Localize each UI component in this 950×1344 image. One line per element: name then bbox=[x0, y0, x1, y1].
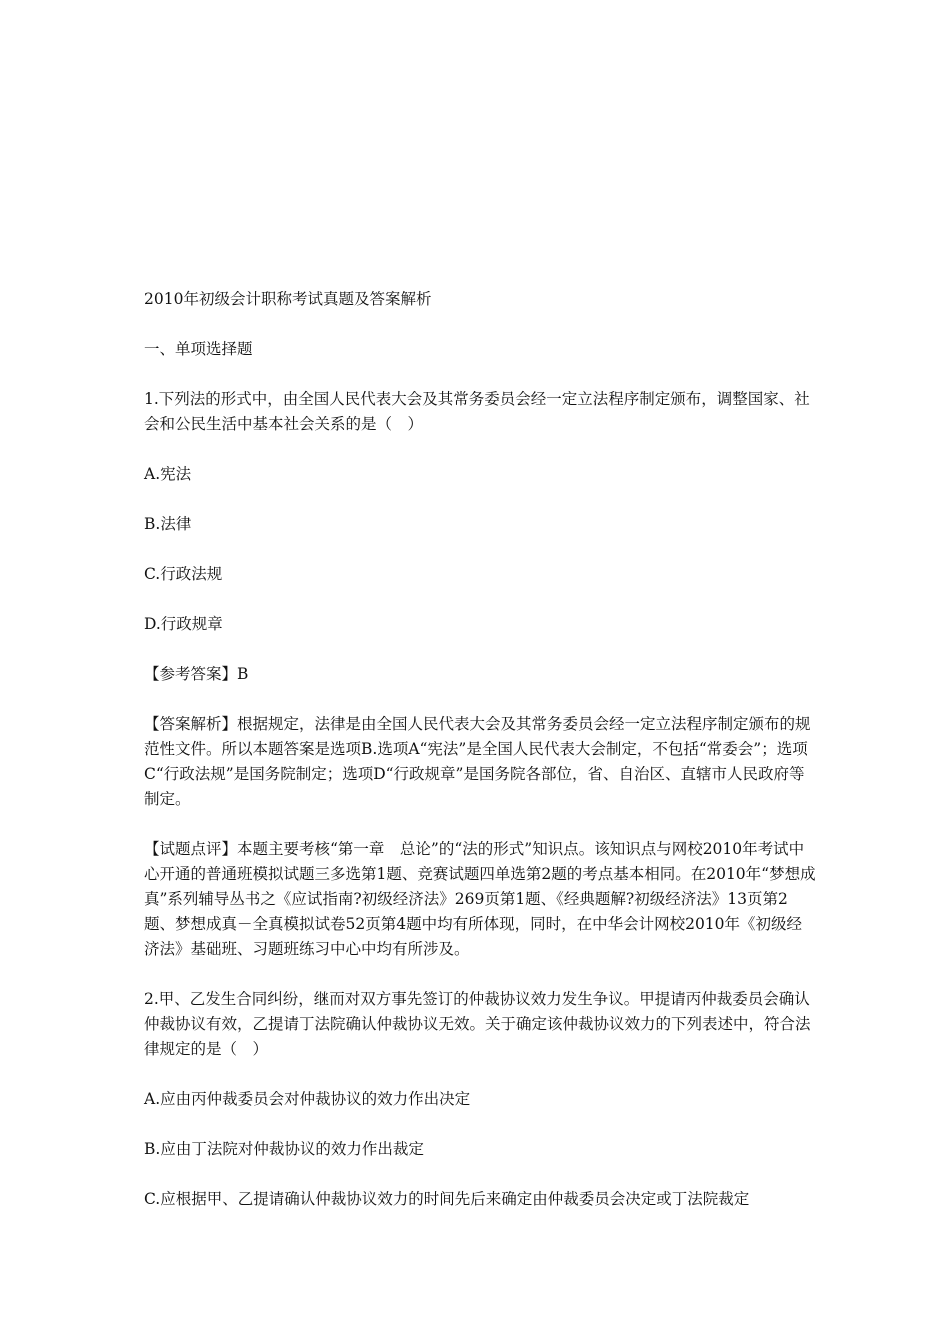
section-heading: 一、单项选择题 bbox=[144, 340, 253, 358]
question-1-answer: 【参考答案】B bbox=[144, 665, 249, 683]
question-1-option-b: B.法律 bbox=[144, 515, 192, 533]
question-1-option-a: A.宪法 bbox=[144, 465, 192, 483]
question-2-stem: 2.甲、乙发生合同纠纷，继而对双方事先签订的仲裁协议效力发生争议。甲提请丙仲裁委员会确认仲裁协议有效，乙提请丁法院确认仲裁协议无效。关于确定该仲裁协议效力的下列表述中，符合法律规定的是（ ） bbox=[144, 990, 811, 1058]
question-1-option-d: D.行政规章 bbox=[144, 615, 223, 633]
question-1-comment: 【试题点评】本题主要考核“第一章 总论”的“法的形式”知识点。该知识点与网校2010年考试中心开通的普通班模拟试题三多选第1题、竞赛试题四单选第2题的考点基本相同。在2010年“梦想成真”系列辅导丛书之《应试指南?初级经济法》269页第1题、《经典题解?初级经济法》13页第2题、梦想成真－全真模拟试卷52页第4题中均有所体现，同时，在中华会计网校2010年《初级经济法》基础班、习题班练习中心中均有所涉及。 bbox=[144, 840, 816, 958]
question-1-stem: 1.下列法的形式中，由全国人民代表大会及其常务委员会经一定立法程序制定颁布，调整国家、社会和公民生活中基本社会关系的是（ ） bbox=[144, 390, 810, 433]
document-title: 2010年初级会计职称考试真题及答案解析 bbox=[144, 290, 432, 308]
question-2-option-a: A.应由丙仲裁委员会对仲裁协议的效力作出决定 bbox=[144, 1090, 471, 1108]
question-1-analysis: 【答案解析】根据规定，法律是由全国人民代表大会及其常务委员会经一定立法程序制定颁布的规范性文件。所以本题答案是选项B.选项A“宪法”是全国人民代表大会制定，不包括“常委会”；选项C“行政法规”是国务院制定；选项D“行政规章”是国务院各部位，省、自治区、直辖市人民政府等制定。 bbox=[144, 715, 811, 808]
question-2-option-c: C.应根据甲、乙提请确认仲裁协议效力的时间先后来确定由仲裁委员会决定或丁法院裁定 bbox=[144, 1190, 750, 1208]
question-1-option-c: C.行政法规 bbox=[144, 565, 223, 583]
document-body bbox=[144, 287, 816, 1212]
question-2-option-b: B.应由丁法院对仲裁协议的效力作出裁定 bbox=[144, 1140, 424, 1158]
